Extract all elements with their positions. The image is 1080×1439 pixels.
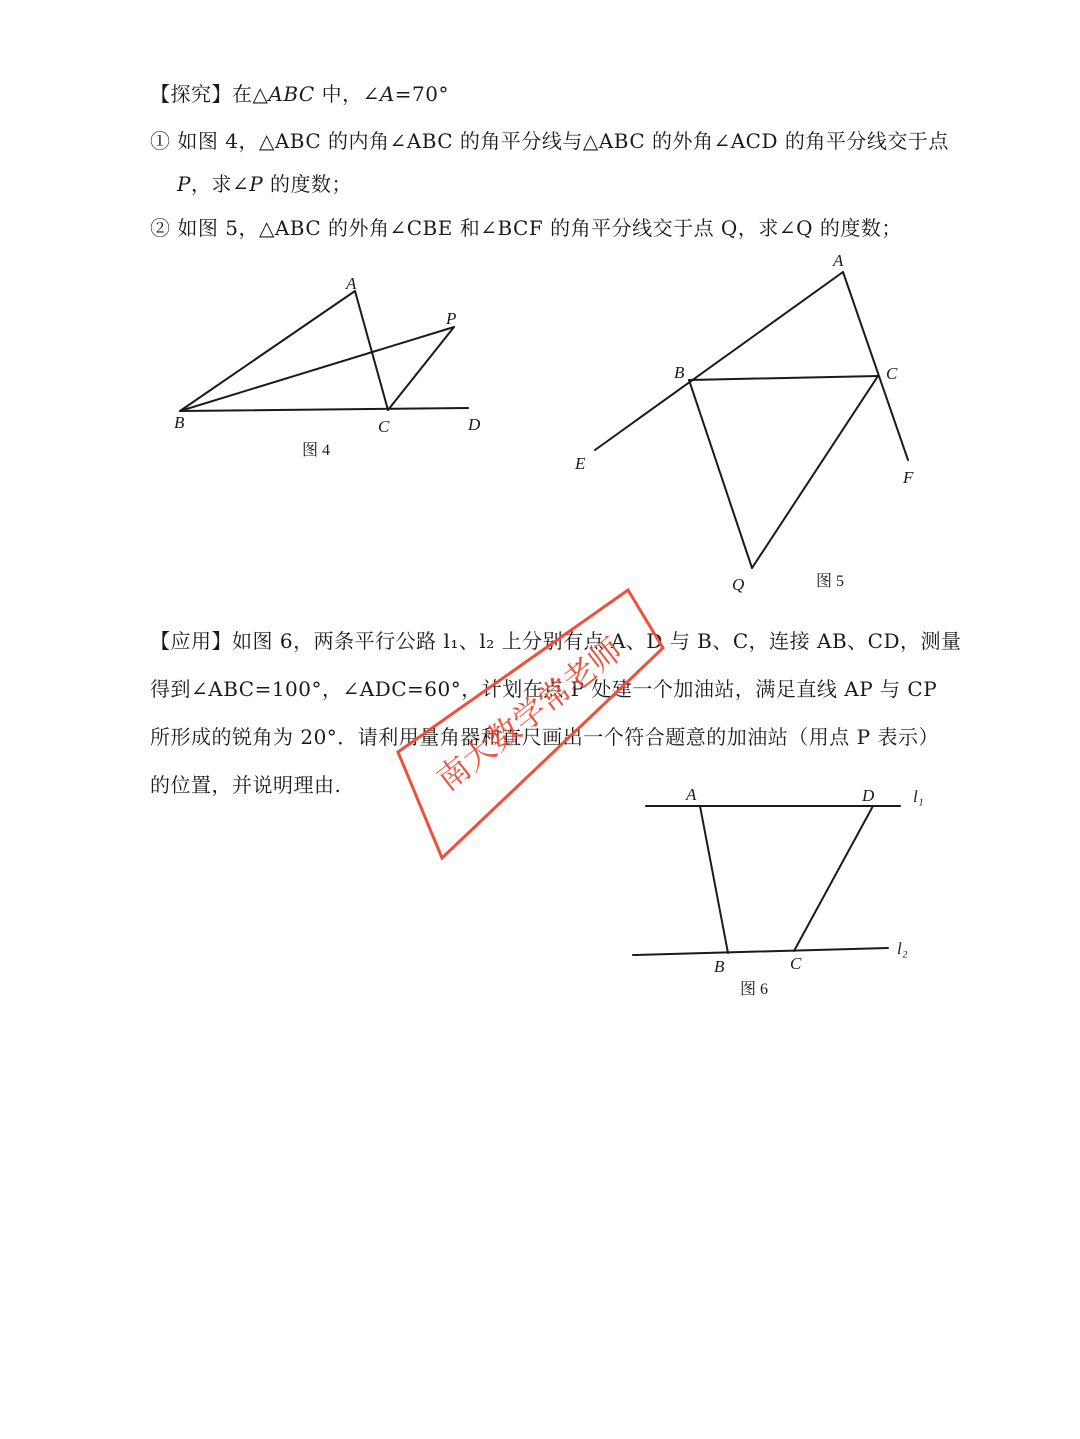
fig4-label-b: B	[174, 413, 185, 432]
fig6-label-b: B	[714, 957, 725, 976]
fig4-label-a: A	[346, 274, 357, 293]
figure-6	[633, 806, 900, 955]
figure-4	[180, 291, 468, 411]
fig5-line-ae	[595, 272, 843, 450]
watermark-text: 南大数学常老师	[429, 630, 630, 799]
fig5-line-af	[843, 272, 908, 460]
apply-line-2: 得到∠ABC=100°，∠ADC=60°，计划在点 P 处建一个加油站，满足直线 AP 与 CP	[150, 677, 938, 701]
fig5-line-cq	[752, 376, 878, 568]
q1-text-b: ，求∠	[190, 172, 250, 196]
fig6-label-c: C	[790, 954, 802, 973]
explore-intro-b: ABC	[268, 82, 315, 106]
fig5-label-q: Q	[732, 575, 745, 594]
explore-intro-d: A	[379, 82, 395, 106]
fig6-label-a: A	[686, 785, 697, 804]
fig6-label-d: D	[862, 786, 875, 805]
explore-bracket: 【探究】	[150, 82, 232, 106]
fig4-line-bp	[180, 327, 454, 411]
watermark	[398, 590, 663, 858]
fig4-line-ba	[180, 291, 355, 411]
fig5-caption: 图 5	[816, 573, 845, 590]
q1-text-d: 的度数；	[263, 172, 353, 196]
fig5-label-e: E	[575, 454, 586, 473]
fig5-label-a: A	[833, 251, 844, 270]
fig6-line-ab	[700, 806, 728, 953]
fig6-label-l2: l₂	[897, 939, 908, 958]
question-2-line: ② 如图 5，△ABC 的外角∠CBE 和∠BCF 的角平分线交于点 Q，求∠Q 的度数；	[150, 216, 902, 240]
fig6-label-l1: l₁	[913, 787, 924, 806]
explore-intro-c: 中，∠	[314, 82, 380, 106]
fig6-line-dc	[794, 806, 873, 951]
fig5-label-f: F	[903, 468, 914, 487]
fig6-caption: 图 6	[740, 981, 769, 998]
fig5-label-b: B	[674, 363, 685, 382]
apply-line-1: 【应用】如图 6，两条平行公路 l₁、l₂ 上分别有点 A、D 与 B、C，连接 AB、CD，测量	[150, 629, 962, 653]
fig4-label-p: P	[446, 309, 457, 328]
q1-angle-p: P	[249, 172, 264, 196]
figure-5	[595, 272, 908, 568]
fig4-caption: 图 4	[302, 442, 331, 459]
fig6-line-l2	[633, 948, 888, 955]
apply-line-4: 的位置，并说明理由.	[150, 773, 342, 797]
fig5-label-c: C	[886, 364, 898, 383]
apply-line-3: 所形成的锐角为 20°．请利用量角器和直尺画出一个符合题意的加油站（用点 P 表示）	[150, 725, 939, 749]
fig5-line-bq	[689, 380, 752, 568]
fig4-label-d: D	[468, 415, 481, 434]
fig4-label-c: C	[378, 417, 390, 436]
explore-intro-e: =70°	[394, 82, 450, 106]
q1-point-p: P	[177, 172, 191, 196]
fig4-line-ac	[355, 291, 388, 410]
fig4-line-bd	[180, 408, 468, 411]
fig5-line-bc	[689, 376, 878, 380]
fig4-line-cp	[388, 327, 454, 410]
question-1-line-1: ① 如图 4，△ABC 的内角∠ABC 的角平分线与△ABC 的外角∠ACD 的角平分线交于点	[150, 129, 949, 153]
explore-intro-a: 在△	[232, 82, 269, 106]
